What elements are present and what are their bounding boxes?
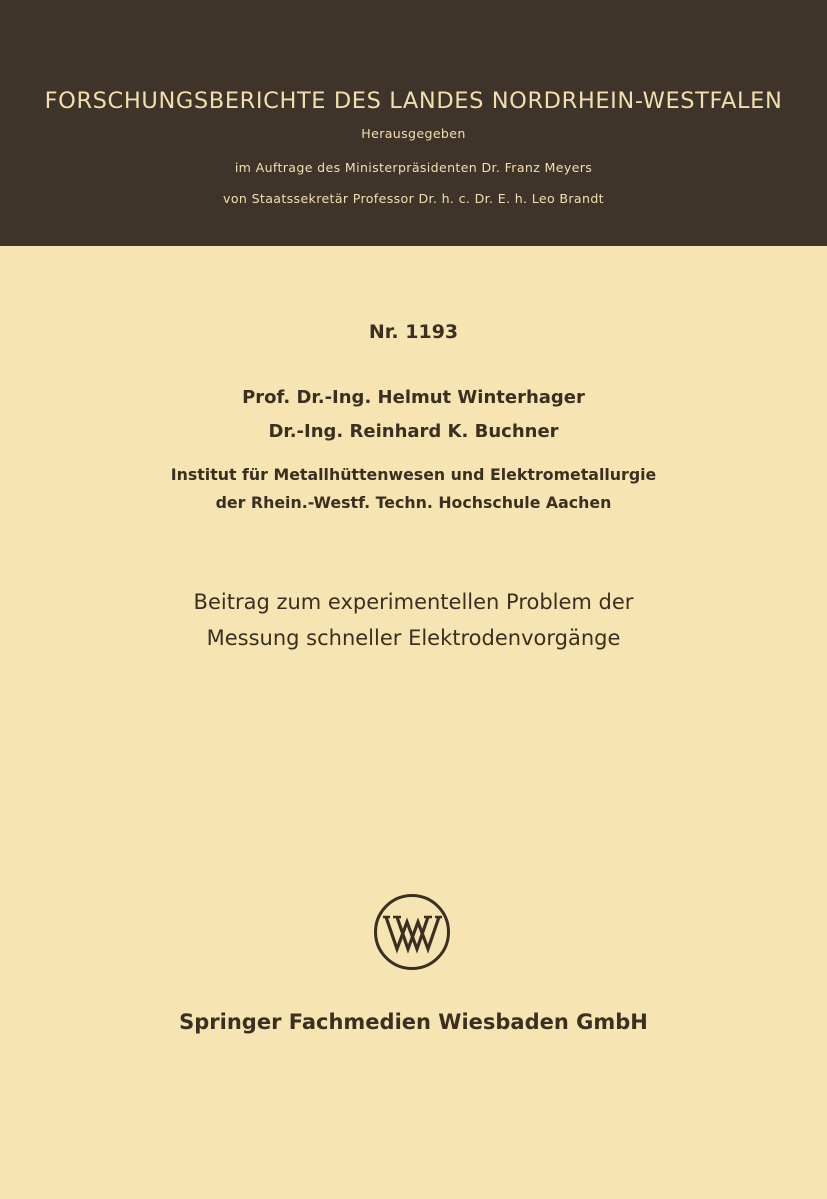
published-by-label: Herausgegeben [361,126,466,141]
author-2: Dr.-Ing. Reinhard K. Buchner [268,421,559,442]
series-header-band [0,0,827,246]
institute-line-1: Institut für Metallhüttenwesen und Elektrometallurgie [170,465,657,484]
publisher-ww-logo-icon [373,893,451,971]
institute-line-2: der Rhein.-Westf. Techn. Hochschule Aachen [215,493,612,512]
secretary-line: von Staatssekretär Professor Dr. h. c. Dr. E. h. Leo Brandt [223,191,604,206]
publisher-name: Springer Fachmedien Wiesbaden GmbH [179,1010,648,1034]
commissioned-by-line: im Auftrage des Ministerpräsidenten Dr. Franz Meyers [234,160,593,175]
author-1: Prof. Dr.-Ing. Helmut Winterhager [242,387,585,408]
book-title-line-2: Messung schneller Elektrodenvorgänge [206,626,621,650]
book-title-line-1: Beitrag zum experimentellen Problem der [193,590,634,614]
series-title: FORSCHUNGSBERICHTE DES LANDES NORDRHEIN-WESTFALEN [44,88,783,114]
volume-number: Nr. 1193 [368,321,459,343]
